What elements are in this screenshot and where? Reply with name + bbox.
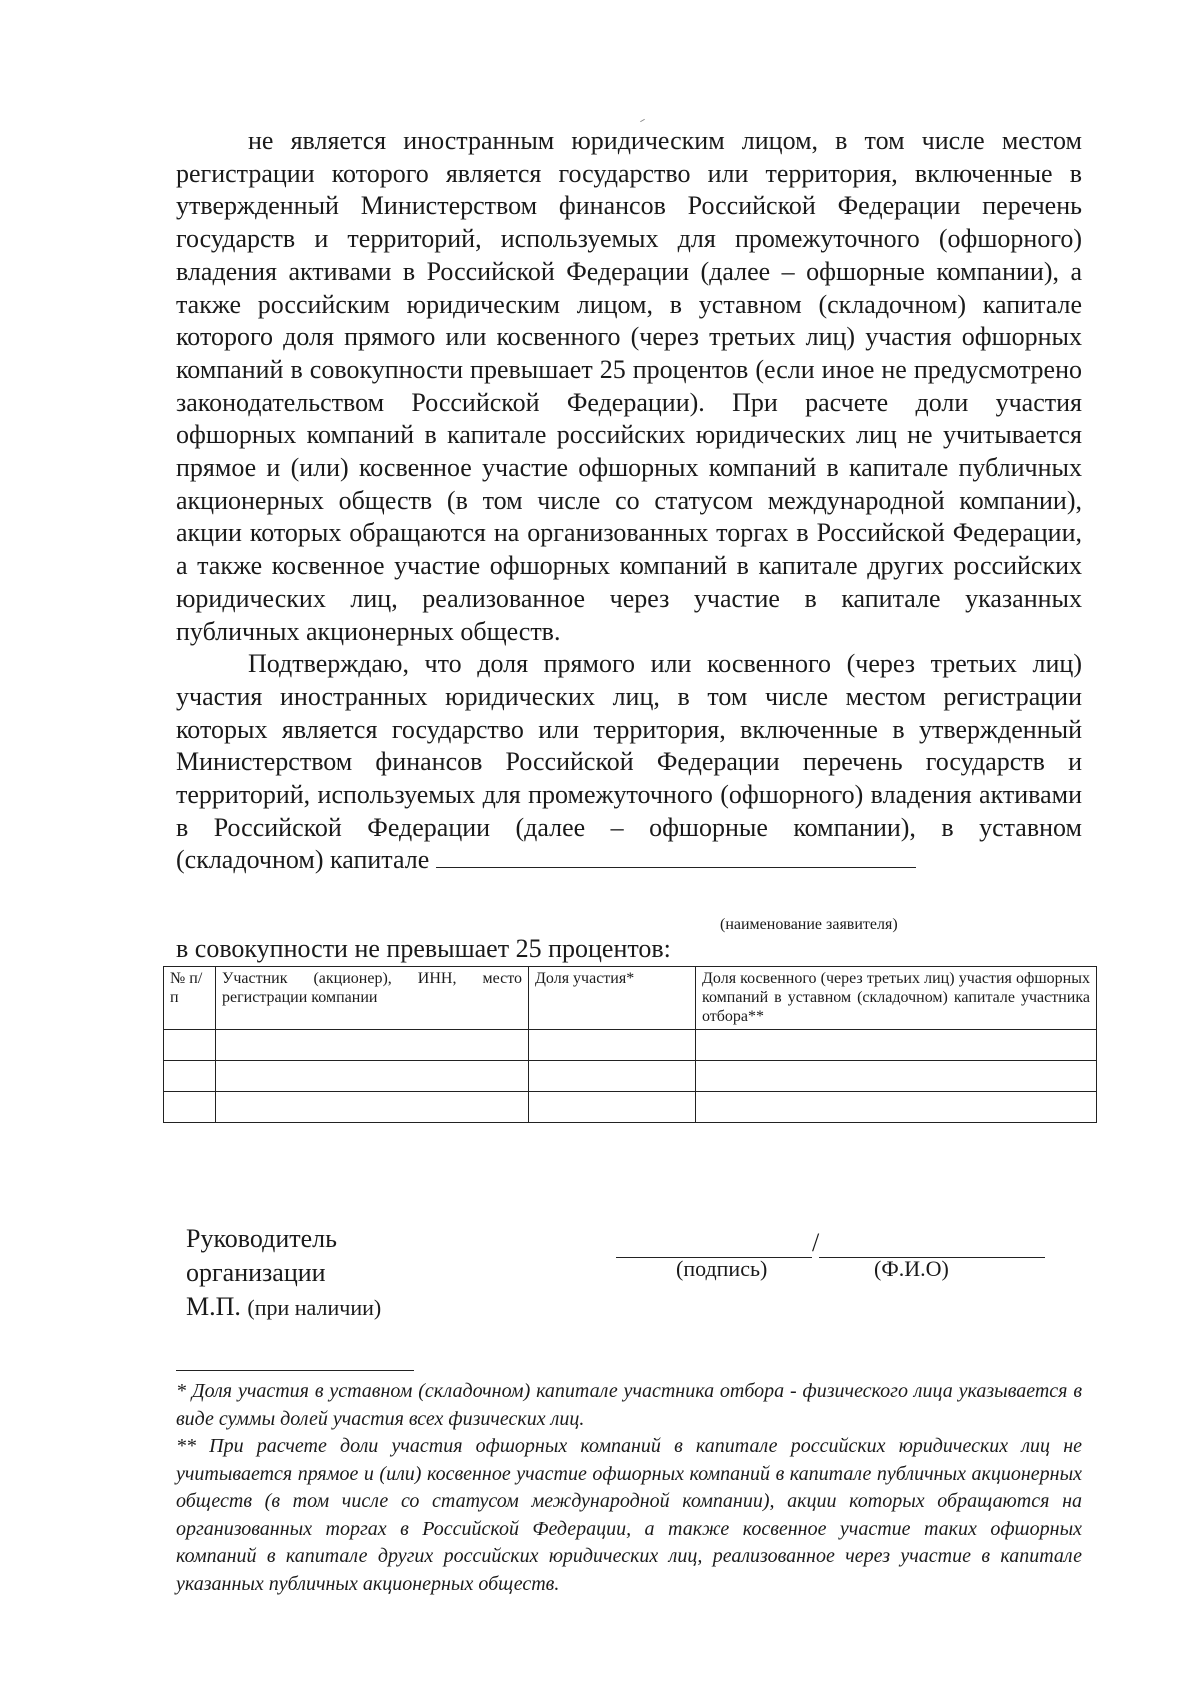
table-cell[interactable] <box>529 1061 696 1092</box>
paragraph-offshore-status: не является иностранным юридическим лицом, в том числе местом регистрации которого является государство или территория, включенные в утвержденный Министерством финансов Российской Федерации перечень государств и территорий, используемых для промежуточного (офшорного) владения активами в Российской Федерации (далее – офшорные компании), а также российским юридическим лицом, в уставном (складочном) капитале которого доля прямого или косвенного (через третьих лиц) участия офшорных компаний в совокупности превышает 25 процентов (если иное не предусмотрено законодательством Российской Федерации). При расчете доли участия офшорных компаний в капитале российских юридических лиц не учитывается прямое и (или) косвенное участие офшорных компаний в капитале публичных акционерных обществ (в том числе со статусом международной компании), акции которых обращаются на организованных торгах в Российской Федерации, а также косвенное участие офшорных компаний в капитале других российских юридических лиц, реализованное через участие в капитале указанных публичных акционерных обществ. <box>176 126 1082 646</box>
paragraph-confirmation-text: Подтверждаю, что доля прямого или косвенного (через третьих лиц) участия иностранных юридических лиц, в том числе местом регистрации которых является государство или территория, включенные в утвержденный Министерством финансов Российской Федерации перечень государств и территорий, используемых для промежуточного (офшорного) владения активами в Российской Федерации (далее – офшорные компании), в уставном (складочном) капитале <box>176 649 1082 875</box>
signature-lines <box>616 1228 1045 1258</box>
table-cell[interactable] <box>164 1030 216 1061</box>
table-cell[interactable] <box>164 1092 216 1123</box>
table-cell[interactable] <box>696 1061 1097 1092</box>
footnotes <box>176 1378 1082 1598</box>
stamp-line <box>186 1290 381 1325</box>
signature-separator: / <box>812 1228 820 1257</box>
footnote-1: * Доля участия в уставном (складочном) капитале участника отбора - физического лица указывается в виде суммы долей участия всех физических лиц. <box>176 1380 1082 1430</box>
stamp-prefix: М.П. <box>186 1292 241 1321</box>
signatory-role-line2: организации <box>186 1258 326 1287</box>
table-cell[interactable] <box>696 1030 1097 1061</box>
header-share: Доля участия* <box>529 967 696 1030</box>
header-participant: Участник (акционер), ИНН, место регистрации компании <box>216 967 529 1030</box>
paragraph-confirmation <box>176 648 1082 877</box>
signatory-role-line1: Руководитель <box>186 1224 337 1253</box>
applicant-caption: (наименование заявителя) <box>720 916 898 933</box>
table-cell[interactable] <box>164 1061 216 1092</box>
table-cell[interactable] <box>696 1092 1097 1123</box>
scan-mark <box>640 119 645 122</box>
table-row <box>164 1030 1097 1061</box>
header-indirect-share: Доля косвенного (через третьих лиц) участия офшорных компаний в уставном (складочном) капитале участника отбора** <box>696 967 1097 1030</box>
full-name-caption: (Ф.И.О) <box>874 1256 949 1281</box>
full-name-field[interactable] <box>819 1231 1045 1258</box>
table-header-row <box>164 967 1097 1030</box>
signature-field[interactable] <box>616 1231 812 1258</box>
table-cell[interactable] <box>216 1061 529 1092</box>
table-cell[interactable] <box>529 1030 696 1061</box>
applicant-name-field[interactable] <box>436 847 916 868</box>
text-block <box>176 125 1082 877</box>
table-cell[interactable] <box>216 1092 529 1123</box>
table-row <box>164 1061 1097 1092</box>
table-row <box>164 1092 1097 1123</box>
footnote-2: ** При расчете доли участия офшорных компаний в капитале российских юридических лиц не учитывается прямое и (или) косвенное участие офшорных компаний в капитале публичных акционерных обществ (в том числе со статусом международной компании), акции которых обращаются на организованных торгах в Российской Федерации, а также косвенное участие таких офшорных компаний в капитале других российских юридических лиц, реализованное через участие в капитале указанных публичных акционерных обществ. <box>176 1435 1082 1595</box>
footnote-divider <box>176 1370 414 1371</box>
table-cell[interactable] <box>529 1092 696 1123</box>
total-share-line: в совокупности не превышает 25 процентов: <box>176 934 671 963</box>
shares-table <box>163 966 1097 1123</box>
signature-caption: (подпись) <box>676 1256 768 1281</box>
stamp-note: (при наличии) <box>247 1295 382 1320</box>
signatory-block <box>186 1222 381 1325</box>
header-number: № п/п <box>164 967 216 1030</box>
table-cell[interactable] <box>216 1030 529 1061</box>
